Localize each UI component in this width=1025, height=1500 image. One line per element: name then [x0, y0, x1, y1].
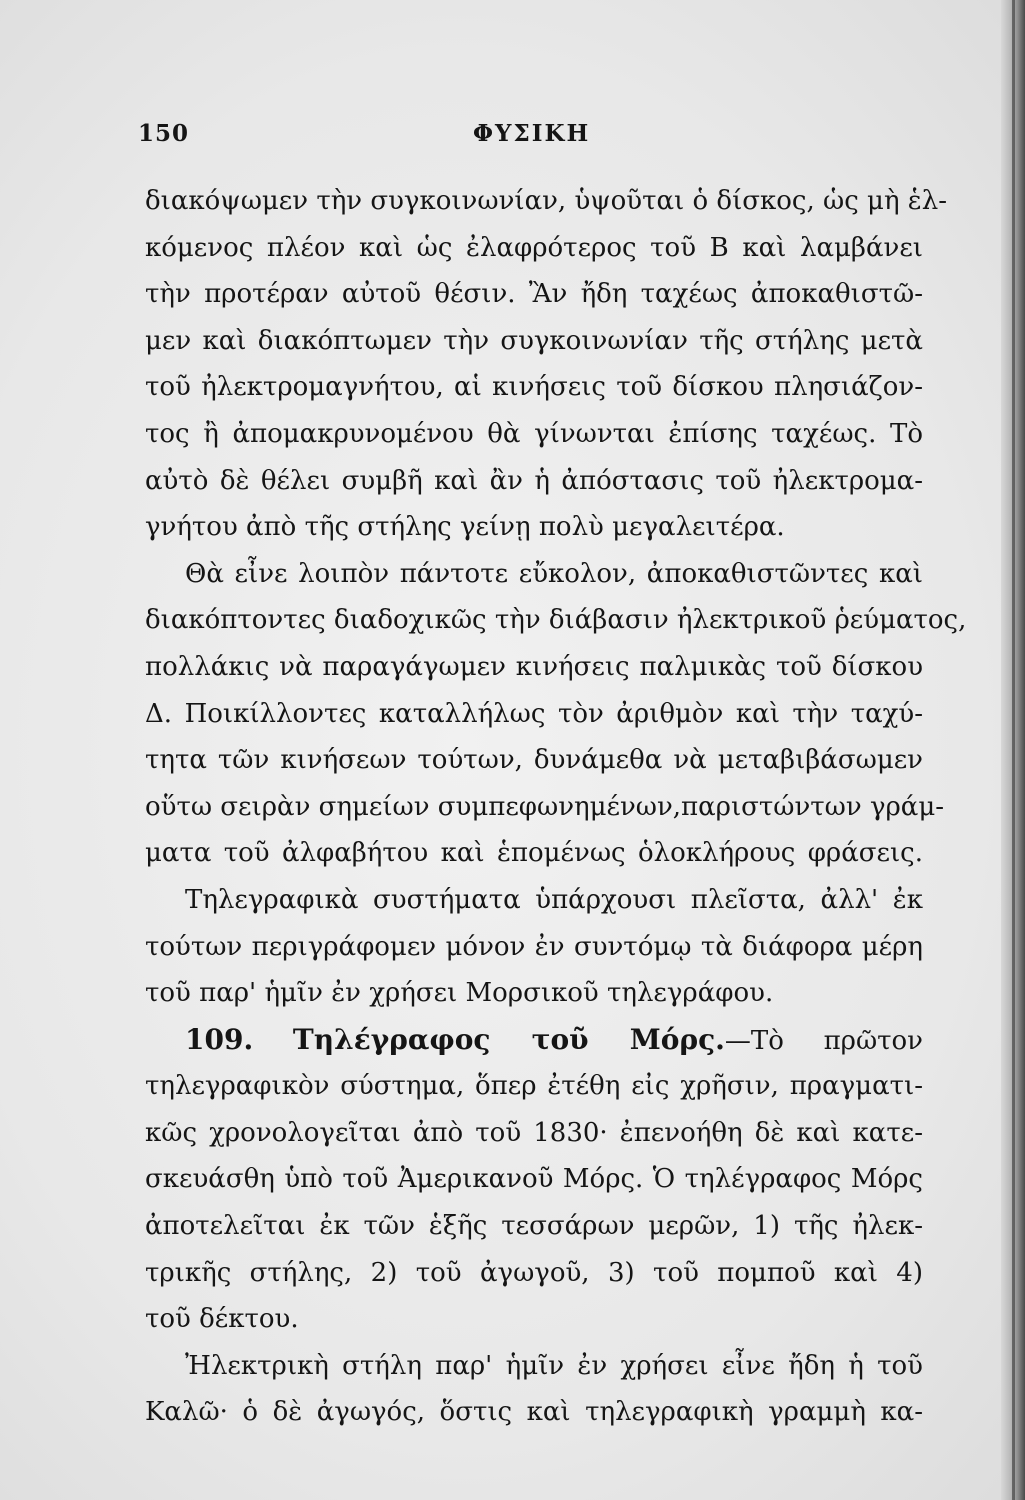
- text-line: πολλάκις νὰ παραγάγωμεν κινήσεις παλμικὰς τοῦ δίσκου: [145, 651, 923, 682]
- text-line: τοῦ δέκτου.: [145, 1304, 299, 1335]
- text-line: οὕτω σειρὰν σημείων συμπεφωνημένων,παριστώντων γράμ-: [145, 791, 945, 822]
- text-line: διακόψωμεν τὴν συγκοινωνίαν, ὑψοῦται ὁ δίσκος, ὡς μὴ ἑλ-: [145, 186, 948, 216]
- text-line: Δ. Ποικίλλοντες καταλλήλως τὸν ἀριθμὸν καὶ τὴν ταχύ-: [145, 698, 923, 729]
- body-text: [145, 178, 967, 1436]
- text-line: τητα τῶν κινήσεων τούτων, δυνάμεθα νὰ μεταβιβάσωμεν: [145, 745, 923, 776]
- section-title: Τηλέγραφος τοῦ Μόρς.: [292, 1022, 725, 1056]
- section-number: 109.: [185, 1022, 254, 1056]
- text-line: Ἠλεκτρικὴ στήλη παρ' ἡμῖν ἐν χρήσει εἶνε ἤδη ἡ τοῦ: [185, 1350, 923, 1381]
- page-header: [138, 120, 928, 160]
- text-line: τος ἢ ἀπομακρυνομένου θὰ γίνωνται ἐπίσης ταχέως. Τὸ: [145, 418, 923, 449]
- page-number: 150: [138, 120, 190, 147]
- text-line: σκευάσθη ὑπὸ τοῦ Ἀμερικανοῦ Μόρς. Ὁ τηλέγραφος Μόρς: [145, 1164, 923, 1195]
- running-title: ΦΥΣΙΚΗ: [473, 120, 591, 147]
- text-line: τοῦ παρ' ἡμῖν ἐν χρήσει Μορσικοῦ τηλεγράφου.: [145, 978, 774, 1009]
- text-line: διακόπτοντες διαδοχικῶς τὴν διάβασιν ἠλεκτρικοῦ ῥεύματος,: [145, 605, 967, 636]
- text-line: μεν καὶ διακόπτωμεν τὴν συγκοινωνίαν τῆς στήλης μετὰ: [145, 325, 923, 356]
- section-heading-line: [145, 1017, 923, 1064]
- text-line: τρικῆς στήλης, 2) τοῦ ἀγωγοῦ, 3) τοῦ πομποῦ καὶ 4): [145, 1257, 923, 1288]
- book-binding-edge: [1012, 0, 1015, 1500]
- text-line: αὐτὸ δὲ θέλει συμβῆ καὶ ἂν ἡ ἀπόστασις τοῦ ἠλεκτρομα-: [145, 465, 923, 496]
- text-line: τούτων περιγράφομεν μόνον ἐν συντόμῳ τὰ διάφορα μέρη: [145, 931, 923, 962]
- text-line: Θὰ εἶνε λοιπὸν πάντοτε εὔκολον, ἀποκαθιστῶντες καὶ: [185, 558, 923, 589]
- text-line: τηλεγραφικὸν σύστημα, ὅπερ ἐτέθη εἰς χρῆσιν, πραγματι-: [145, 1071, 923, 1102]
- text-line: ματα τοῦ ἀλφαβήτου καὶ ἑπομένως ὁλοκλήρους φράσεις.: [145, 838, 923, 869]
- text-line: κῶς χρονολογεῖται ἀπὸ τοῦ 1830· ἐπενοήθη δὲ καὶ κατε-: [145, 1117, 923, 1148]
- section-first-line-text: —Τὸ πρῶτον: [724, 1025, 923, 1056]
- text-line: Καλῶ· ὁ δὲ ἀγωγός, ὅστις καὶ τηλεγραφικὴ γραμμὴ κα-: [145, 1397, 923, 1428]
- text-line: τοῦ ἠλεκτρομαγνήτου, αἱ κινήσεις τοῦ δίσκου πλησιάζον-: [145, 372, 923, 403]
- text-line: Τηλεγραφικὰ συστήματα ὑπάρχουσι πλεῖστα, ἀλλ' ἐκ: [185, 884, 923, 915]
- text-line: ἀποτελεῖται ἐκ τῶν ἑξῆς τεσσάρων μερῶν, 1) τῆς ἠλεκ-: [145, 1211, 923, 1242]
- text-line: κόμενος πλέον καὶ ὡς ἐλαφρότερος τοῦ Β καὶ λαμβάνει: [145, 232, 923, 263]
- text-line: τὴν προτέραν αὐτοῦ θέσιν. Ἂν ἤδη ταχέως ἀποκαθιστῶ-: [145, 279, 923, 310]
- text-line: γνήτου ἀπὸ τῆς στήλης γείνῃ πολὺ μεγαλειτέρα.: [145, 512, 785, 543]
